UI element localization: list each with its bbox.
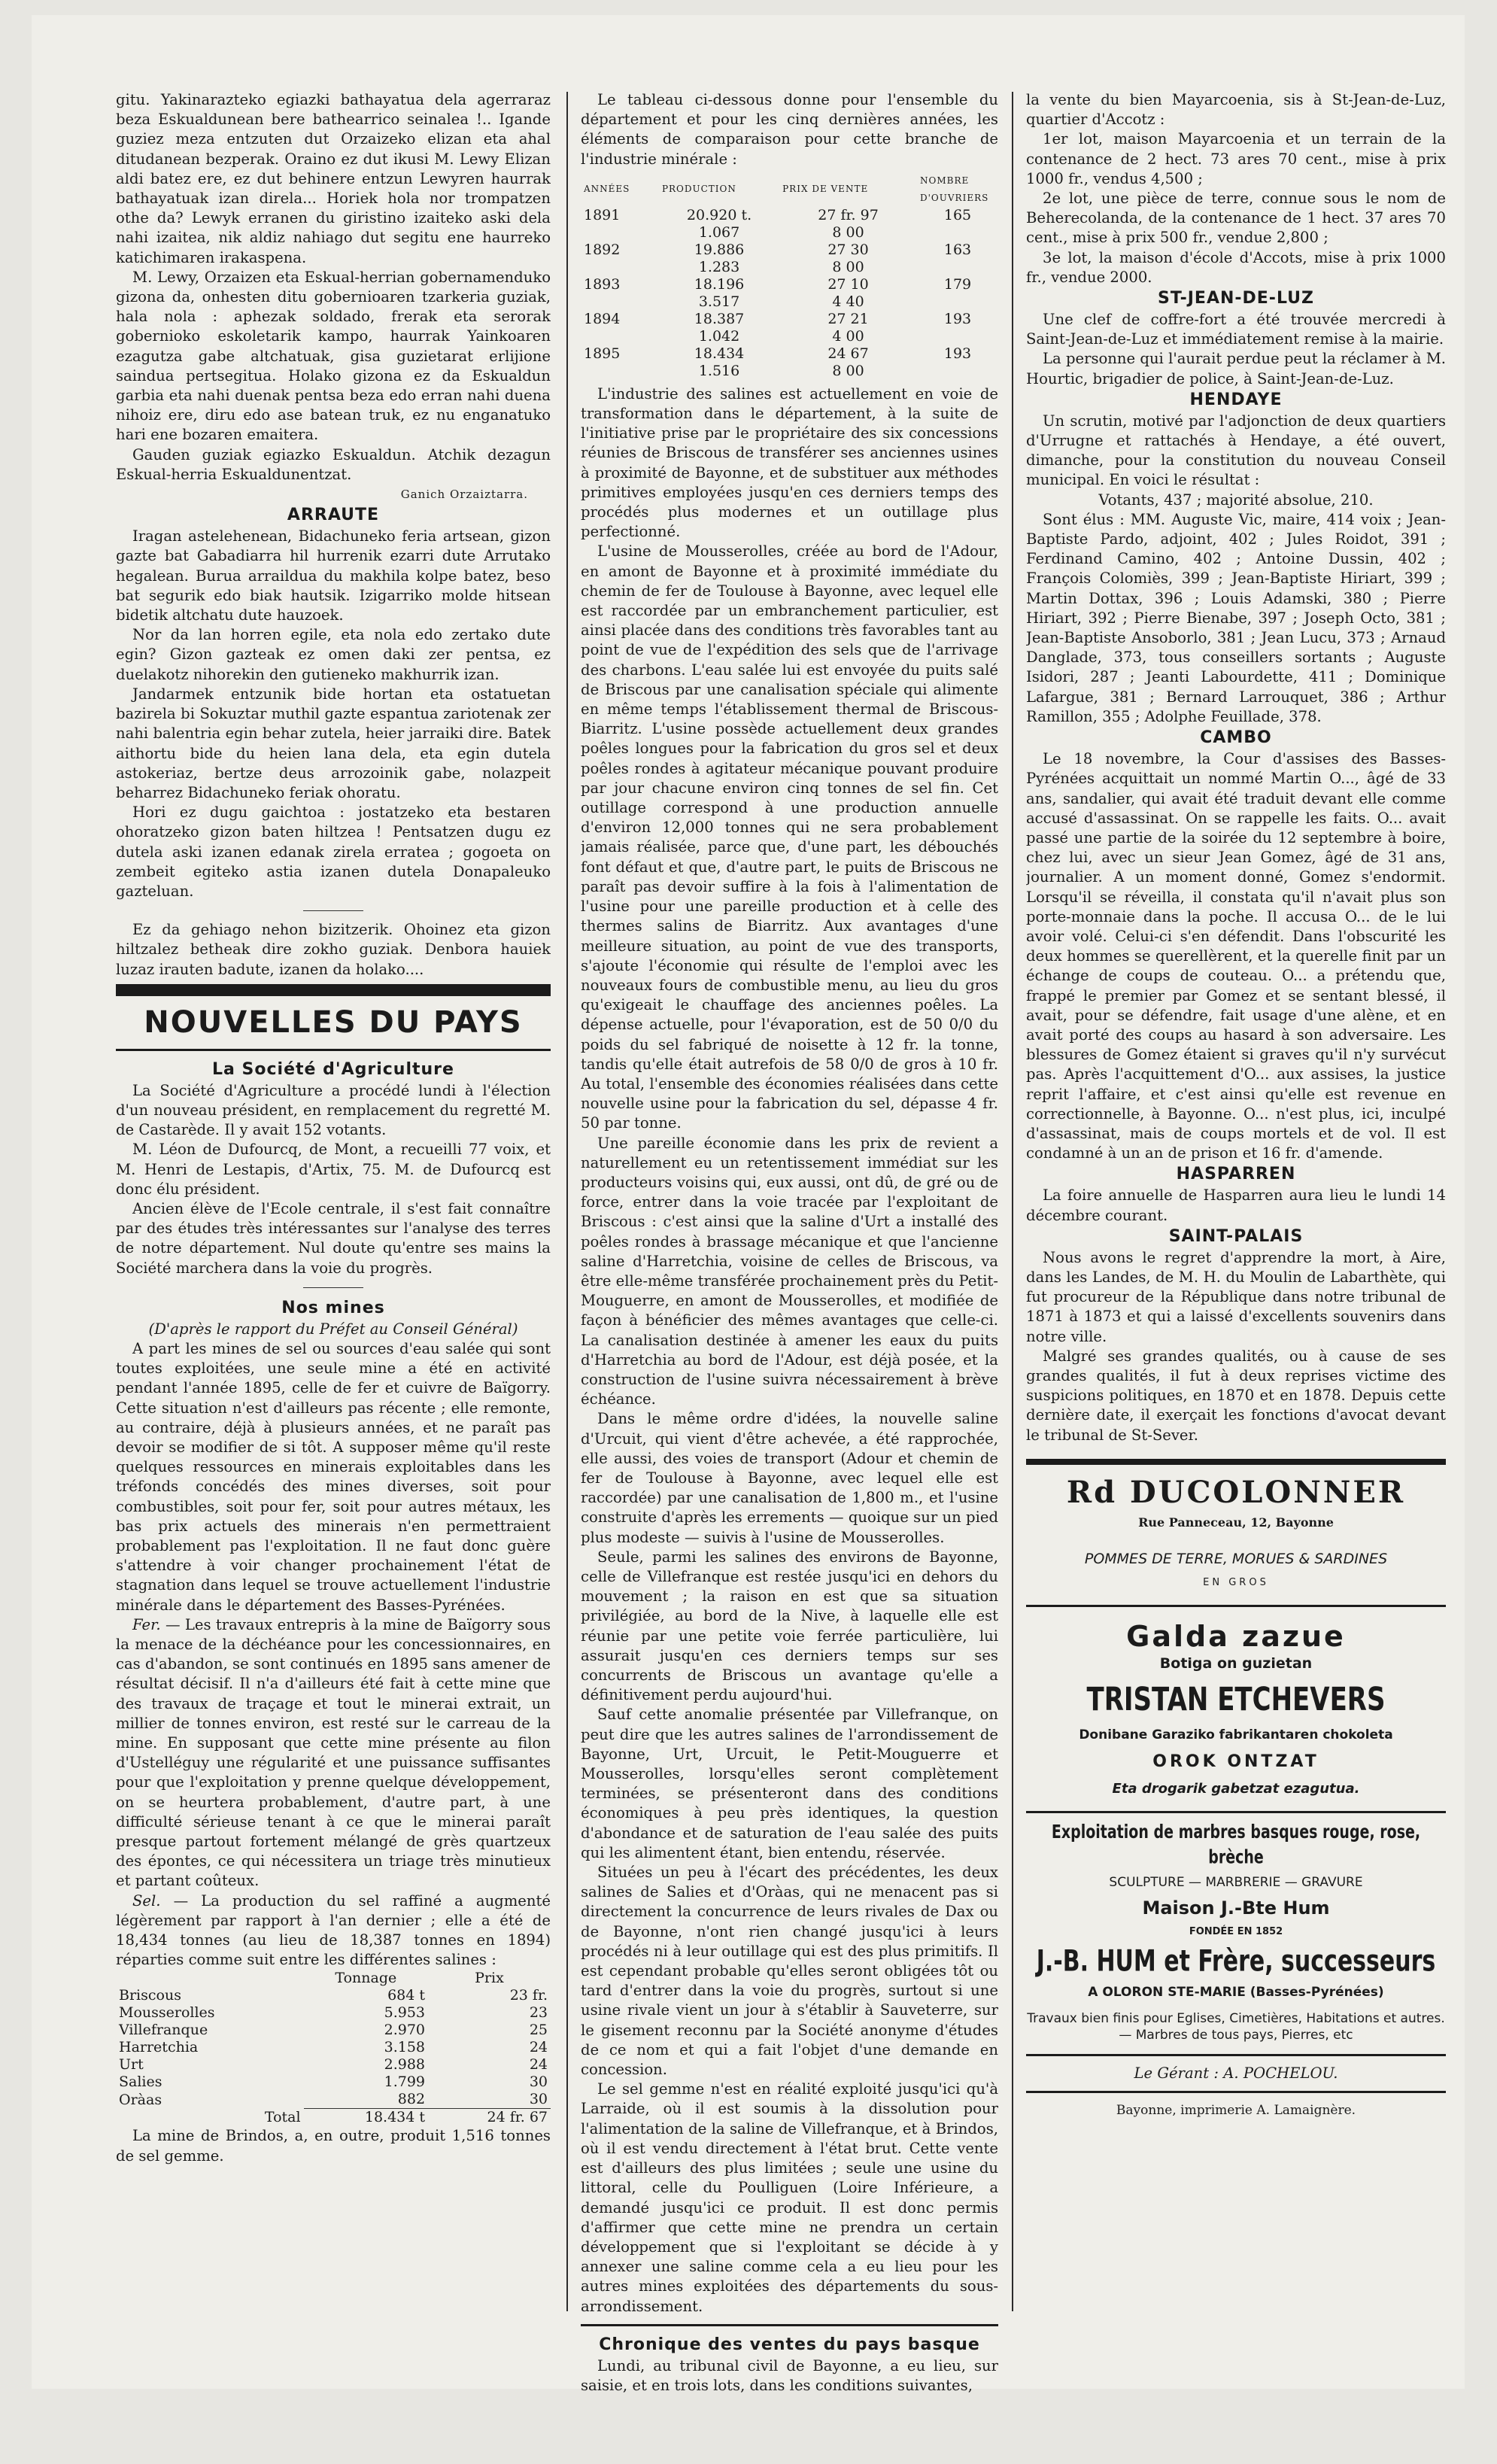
section-title-hendaye: HENDAYE (1189, 390, 1283, 409)
chronique-text: Lundi, au tribunal civil de Bayonne, a eu lieu, sur saisie, et en trois lots, dans les conditions suivantes, (581, 2356, 998, 2394)
col-header: PRODUCTION (661, 184, 736, 195)
col-header: PRIX DE VENTE (782, 184, 869, 195)
imprimerie: Bayonne, imprimerie A. Lamaignère. (1116, 2102, 1356, 2118)
cell: 5.953 (384, 2004, 426, 2022)
cell: Villefranque (119, 2022, 208, 2039)
cell: 25 (529, 2022, 548, 2039)
ad-name: TRISTAN ETCHEVERS (1086, 1680, 1386, 1718)
ad-founded: FONDÉE EN 1852 (1189, 1926, 1283, 1938)
ad-desc: Donibane Garaziko fabrikantaren chokoleta (1079, 1727, 1393, 1742)
cell: 1891 (584, 206, 621, 223)
cell: 8 00 (832, 223, 864, 241)
hasparren-text: La foire annuelle de Hasparren aura lieu le lundi 14 décembre courant. (1026, 1186, 1446, 1224)
table-row (581, 328, 998, 345)
column-middle (581, 90, 998, 2464)
cell: 24 fr. 67 (487, 2109, 548, 2126)
cell: 30 (529, 2074, 548, 2091)
label-sel: Sel. (132, 1891, 161, 1910)
cell: 24 (529, 2056, 548, 2074)
arraute-text: Iragan astelehenean, Bidachuneko feria artsean, gizon gazte bat Gabadiarra hil hurrenik ezarri dute Arrutako hegalean. Burua arraildua du makhila kolpe batez, beso bat segurik edo biak hautsik. Izigarriko molde hitsean bidetik altchatu dute hauzoek. (116, 527, 551, 624)
cell: 30 (428, 2091, 551, 2109)
newspaper-page (32, 15, 1465, 2394)
advert-marbres (1026, 1821, 1446, 2043)
table-row (581, 293, 998, 311)
cell: 3.158 (384, 2039, 426, 2056)
cell (917, 293, 998, 311)
table-total-row (116, 2109, 551, 2127)
cell: 1894 (584, 310, 621, 327)
cambo-text: Le 18 novembre, la Cour d'assises des Basses-Pyrénées acquittait un nommé Martin O..., âgé de 33 ans, sandalier, qui avait été traduit devant elle comme accusé d'assassinat. On se rappelle les faits. O... avait passé une partie de la soirée du 12 septembre à boire, chez lui, avec un sieur Jean Gomez, âgé de 31 ans, journalier. A un moment donné, Gomez s'endormit. Lorsqu'il se réveilla, il constata qu'il n'avait plus son porte-monnaie dans la poche. Il accusa O... de le lui avoir volé. Celui-ci s'en défendit. Dans l'obscurité les deux hommes se querellèrent, et la querelle finit par un échange de coups de couteau. O... a prétendu que, frappé le premier par Gomez et se sentant blessé, il avait, pour se défendre, fait usage d'une alène, et en avait porté des coups au hasard à son adversaire. Les blessures de Gomez étaient si graves qu'il n'y survécut pas. Après l'acquittement d'O... aux assises, la justice reprit l'affaire, et c'est ainsi qu'elle est revenue en correctionnelle, à Bayonne. O... n'est plus, ici, inculpé d'assassinat, mais de coups mortels et de vol. Il est condamné à un an de prison et 16 fr. d'amende. (1026, 750, 1446, 1162)
basque-letter-text: gitu. Yakinarazteko egiazki bathayatua dela agerraraz beza Eskualdunean bere bathearrico seinalea !.. Igande guziez meza entzuten dut Orzaizeko elizan eta ahal ditudanean bezperak. Oraino ez dut ikusi M. Lewy Elizan aldi batez ere, ez dut behinere entzun Lewyren haurrak bathayatuak izan direla... Horiek hola nor trompatzen othe da? Lewyk erranen du giristino izaiteko aski dela nahi izaitea, nik aldiz nahiago dut segitu ene haurreko katichimaren irakaspena. (116, 91, 551, 266)
heavy-rule (1026, 1459, 1446, 1465)
ad-successors: J.-B. HUM et Frère, successeurs (1036, 1944, 1436, 1979)
ad-name: Rd DUCOLONNER (1066, 1474, 1406, 1510)
vente-text: la vente du bien Mayarcoenia, sis à St-Jean-de-Luz, quartier d'Accotz : (1026, 91, 1446, 129)
ad-motto-2: Eta drogarik gabetzat ezagutua. (1112, 1781, 1360, 1797)
table-row (116, 2039, 551, 2056)
cell: 3.517 (698, 293, 740, 310)
column-right (1026, 90, 1446, 2464)
agriculture-text: M. Léon de Dufourcq, de Mont, a recueilli 77 voix, et M. Henri de Lestapis, d'Artix, 75. M. de Dufourcq est donc élu président. (116, 1141, 551, 1198)
cell (917, 328, 998, 345)
section-title-hasparren: HASPARREN (1176, 1165, 1296, 1184)
ad-trades: SCULPTURE — MARBRERIE — GRAVURE (1109, 1874, 1363, 1890)
cell: 1.799 (384, 2074, 426, 2091)
sjl-text: La personne qui l'aurait perdue peut la réclamer à M. Hourtic, brigadier de police, à Saint-Jean-de-Luz. (1026, 350, 1446, 387)
mines-fer (116, 1615, 551, 1891)
cell: 8 00 (832, 258, 864, 275)
cell: Urt (119, 2056, 144, 2074)
table-row (581, 345, 998, 363)
section-title-arraute: ARRAUTE (287, 506, 380, 525)
cell: Salies (119, 2074, 162, 2091)
cell: Briscous (119, 1987, 181, 2004)
mines-sel (116, 1891, 551, 1970)
ad-address: Rue Panneceau, 12, Bayonne (1138, 1515, 1334, 1530)
cell: 193 (943, 310, 972, 327)
cell: 18.434 t (364, 2109, 426, 2126)
cell: 1895 (584, 345, 621, 362)
section-title-sjl: ST-JEAN-DE-LUZ (1157, 289, 1314, 308)
salines-text: L'industrie des salines est actuellement en voie de transformation dans le département, à la suite de l'initiative prise par le propriétaire des six concessions réunies de Briscous de transférer ses anciennes usines à proximité de Bayonne, et de substituer aux méthodes primitives employées jusqu'en ces derniers temps des procédés plus modernes et un outillage plus perfectionné. (581, 384, 998, 541)
cell: 18.387 (694, 310, 745, 327)
arraute-text: Ez da gehiago nehon bizitzerik. Ohoinez eta gizon hiltzalez betheak dire zokho guziak. Denbora hauiek luzaz irauten badute, izanen da holako.... (116, 921, 551, 978)
hendaye-text: Sont élus : MM. Auguste Vic, maire, 414 voix ; Jean-Baptiste Pardo, adjoint, 402 ; Jules Roidot, 391 ; Ferdinand Camino, 402 ; Antoine Dussin, 402 ; François Colomiès, 399 ; Jean-Baptiste Hiriart, 399 ; Martin Dottax, 396 ; Louis Adamski, 380 ; Pierre Hiriart, 392 ; Pierre Bienabe, 397 ; Joseph Octo, 381 ; Jean-Baptiste Ansoborlo, 381 ; Jean Lucu, 373 ; Arnaud Danglade, 373, tous conseillers sortants ; Auguste Isidori, 287 ; Jeanti Labourdette, 411 ; Dominique Lafargue, 381 ; Bernard Larrouquet, 386 ; Arthur Ramillon, 355 ; Adolphe Feuillade, 378. (1026, 510, 1446, 725)
cell: 27 fr. 97 (818, 206, 879, 223)
rule (1026, 1605, 1446, 1607)
section-title-saint-palais: SAINT-PALAIS (1168, 1226, 1304, 1246)
cell (581, 259, 659, 276)
cell: 24 (529, 2039, 548, 2056)
cell: 1.067 (698, 223, 740, 241)
section-title-cambo: CAMBO (1200, 728, 1272, 748)
cell (581, 328, 659, 345)
cell: 8 00 (832, 362, 864, 379)
table-row (116, 2074, 551, 2091)
column-rule (1012, 92, 1013, 2311)
col-header: NOMBRE D'OUVRIERS (920, 175, 989, 203)
arraute-text: Nor da lan horren egile, eta nola edo zertako dute egin? Gizon gazteak ez omen daki zer pentsa, ez duelakotz nihorekin den gutieneko makhurrik izan. (116, 626, 551, 683)
ad-city: A OLORON STE-MARIE (Basses-Pyrénées) (1088, 1985, 1384, 2001)
cell: 163 (943, 241, 972, 258)
separator (303, 1287, 363, 1288)
table-row (581, 311, 998, 328)
table-row (581, 363, 998, 380)
table-row (116, 2004, 551, 2022)
table-row (116, 2022, 551, 2039)
cell (581, 363, 659, 380)
separator (303, 910, 363, 911)
ad-title: Galda zazue (1126, 1620, 1346, 1654)
ad-works: Travaux bien finis pour Eglises, Cimetières, Habitations et autres. — Marbres de tous pays, Pierres, etc (1027, 2010, 1445, 2043)
salines-text: Situées un peu à l'écart des précédentes, les deux salines de Salies et d'Oràas, qui ne menacent pas si directement la concurrence de leurs rivales de Dax ou de Bayonne, n'ont rien changé jusqu'ici à leurs procédés ni à leur outillage qui est des plus primitifs. Il est cependant probable qu'elles seront obligées tôt ou tard d'entrer dans la voie du progrès, surtout si une usine rivale vient un jour à s'établir à Sauveterre, sur le gisement reconnu par la Société anonyme d'études de ce nom et qui a fait l'objet d'une demande en concession. (581, 1864, 998, 2079)
table-row (116, 2091, 551, 2109)
cell: 2.970 (384, 2022, 426, 2039)
advert-ducolonner (1026, 1472, 1446, 1594)
cell: 27 30 (827, 241, 869, 258)
cell: 4 00 (832, 327, 864, 345)
cell: 1.283 (698, 258, 740, 275)
agriculture-text: La Société d'Agriculture a procédé lundi à l'élection d'un nouveau président, en remplacement du regretté M. de Castarède. Il y avait 152 votants. (116, 1081, 551, 1139)
gerant: Le Gérant : A. POCHELOU. (1134, 2064, 1338, 2082)
cell: 23 fr. (509, 1987, 548, 2004)
salines-table (581, 172, 998, 380)
article-title-agriculture: La Société d'Agriculture (212, 1059, 454, 1079)
ad-sub: Botiga on guzietan (1159, 1655, 1313, 1673)
cell: Oràas (119, 2091, 162, 2108)
hendaye-text: Votants, 437 ; majorité absolue, 210. (1098, 491, 1374, 509)
cell: 20.920 t. (686, 206, 752, 223)
table-row (581, 242, 998, 259)
col-header: ANNÉES (584, 184, 630, 195)
cell (581, 224, 659, 242)
cell: 4 40 (832, 293, 864, 310)
salines-text: Une pareille économie dans les prix de revient a naturellement eu un retentissement immédiat sur les producteurs voisins qui, eux aussi, ont dû, de gré ou de force, entrer dans la voie tracée par l'exploitant de Briscous : c'est ainsi que la saline d'Urt a installé des poêles rondes à brassage mécanique et que l'ancienne saline d'Harretchia, voisine de celles de Briscous, va être elle-même transférée prochainement près du Petit-Mouguerre, en amont de Mousserolles, et modifiée de façon à bénéficier des mêmes avantages que celle-ci. La canalisation destinée à amener les eaux du puits d'Harretchia au bord de l'Adour, est déjà posée, et la construction de l'usine suivra nécessairement à brève échéance. (581, 1134, 998, 1408)
mines-text: A part les mines de sel ou sources d'eau salée qui sont toutes exploitées, une seule mine a été en activité pendant l'année 1895, celle de fer et cuivre de Baïgorry. Cette situation n'est d'ailleurs pas récente ; elle remonte, au contraire, déjà à plusieurs années, et ne paraît pas devoir se modifier de si tôt. A supposer même qu'il reste quelques ressources en minerais exploitables dans les tréfonds concédés des mines diverses, soit pour combustibles, soit pour fer, soit pour autres métaux, les bas prix actuels des minerais n'en permettraient probablement pas l'exploitation. Il ne faut donc guère s'attendre à voir changer prochainement l'état de stagnation dans lequel se trouve actuellement l'industrie minérale dans le département des Basses-Pyrénées. (116, 1339, 551, 1614)
col-header: Tonnage (335, 1970, 397, 1987)
salines-text: L'usine de Mousserolles, créée au bord de l'Adour, en amont de Bayonne et à proximité immédiate du chemin de fer de Toulouse à Bayonne, avec lequel elle est raccordée par un embranchement particulier, est ainsi placée dans des conditions très favorables tant au point de vue de l'expédition des sels que de l'arrivage des charbons. L'eau salée lui est envoyée du puits salé de Briscous par une canalisation spéciale qui alimente en même temps l'établissement thermal de Briscous-Biarritz. L'usine possède actuellement deux grandes poêles longues pour la fabrication du gros sel et deux poêles rondes à agitateur mécanique pouvant produire par jour chacune environ cinq tonnes de sel fin. Cet outillage correspond à une production annuelle d'environ 12,000 tonnes qui ne sera probablement jamais réalisée, parce que, d'une part, les débouchés font défaut et que, d'autre part, le puits de Briscous ne paraît pas devoir suffire à la fois à l'alimentation de l'usine pour une pareille production et à celle des thermes salins de Biarritz. Aux avantages d'une meilleure situation, au point de vue des transports, s'ajoute l'économie qui résulte de l'emploi avec les nouveaux fours de combustible menu, au lieu du gros qu'exigeait le chauffage des anciennes poêles. La dépense actuelle, pour l'évaporation, est de 50 0/0 du poids du sel fabriqué de noisette à 12 fr. la tonne, tandis qu'elle était autrefois de 58 0/0 de gros à 10 fr. Au total, l'ensemble des économies réalisées dans cette nouvelle usine pour la fabrication du sel, dépasse 4 fr. 50 par tonne. (581, 542, 998, 1132)
article-title-mines: Nos mines (281, 1298, 385, 1317)
table-row (581, 276, 998, 293)
table-row (116, 2056, 551, 2074)
rule (1026, 2091, 1446, 2093)
lot-text: 3e lot, la maison d'école d'Accots, mise à prix 1000 fr., vendue 2000. (1026, 248, 1446, 286)
cell: Harretchia (119, 2039, 199, 2056)
table-intro: Le tableau ci-dessous donne pour l'ensemble du département et pour les cinq dernières années, les éléments de comparaison pour cette branche de l'industrie minérale : (581, 91, 998, 168)
cell (581, 293, 659, 311)
advert-chocolate (1026, 1619, 1446, 1799)
cell (917, 259, 998, 276)
cell: 165 (943, 206, 972, 223)
cell: 23 (529, 2004, 548, 2022)
cell: 18.434 (694, 345, 745, 362)
col-header: Prix (475, 1970, 504, 1987)
ad-house: Maison J.-Bte Hum (1142, 1897, 1330, 1919)
hendaye-text: Un scrutin, motivé par l'adjonction de deux quartiers d'Urrugne et rattachés à Hendaye, a été ouvert, dimanche, pour la constitution du nouveau Conseil municipal. En voici le résultat : (1026, 412, 1446, 489)
table-row (581, 207, 998, 224)
rule (1026, 1811, 1446, 1813)
basque-letter-text: Gauden guziak egiazko Eskualdun. Atchik dezagun Eskual-herria Eskualdunentzat. (116, 445, 551, 483)
cell: 882 (304, 2091, 428, 2109)
agriculture-text: Ancien élève de l'Ecole centrale, il s'est fait connaître par des études très intéressantes sur l'analyse des terres de notre département. Nul doute qu'entre ses mains la Société marchera dans la voie du progrès. (116, 1199, 551, 1277)
salines-text: Le sel gemme n'est en réalité exploité jusqu'ici qu'à Larraide, où il est soumis à la dissolution pour l'alimentation de la saline de Villefranque, et à Brindos, où il est vendu directement à l'état brut. Cette vente est d'ailleurs des plus limitées ; seule une usine du littoral, celle du Poulliguen (Loire Inférieure, a demandé jusqu'ici ce produit. Il est donc permis d'affirmer que cette mine ne prendra un certain développement que si l'exploitant se décide à y annexer une saline comme cela a eu lieu pour les autres mines exploitées des départements du sous-arrondissement. (581, 2080, 998, 2315)
salines-text: Sauf cette anomalie présentée par Villefranque, on peut dire que les autres salines de l'arrondissement de Bayonne, Urt, Urcuit, le Petit-Mouguerre et Mousserolles, lorsqu'elles seront complètement terminées, se présenteront dans des conditions économiques à peu près identiques, la question d'abondance et de saturation de l'eau salée des puits qui les alimentent étant, bien entendu, réservée. (581, 1706, 998, 1861)
basque-letter-text: M. Lewy, Orzaizen eta Eskual-herrian gobernamenduko gizona da, onhesten ditu gobernioaren tzarkeria guziak, hala nola : aphezak soldado, frerak eta serorak gobernioko eskoletarik kampo, haurrak Yainkoaren ezagutza gabe altchatuak, gisa guzietarat erlijione saindua pertsegitua. Holako gizona ez da Eskualdun garbia eta nahi duenak pentsa beza edo erran nahi duena nihoiz ere, diru edo ase batean truk, ez nu enganatuko hari ene bozaren emaitera. (116, 268, 551, 444)
cell: Mousserolles (119, 2004, 215, 2022)
rule (581, 2324, 998, 2326)
saint-palais-text: Nous avons le regret d'apprendre la mort, à Aire, dans les Landes, de M. H. du Moulin de Labarthète, qui fut procureur de la République dans notre tribunal de 1871 à 1873 et qui a laissé d'excellents souvenirs dans notre ville. (1026, 1248, 1446, 1345)
cell: 19.886 (694, 241, 745, 258)
lot-text: 1er lot, maison Mayarcoenia et un terrain de la contenance de 2 hect. 73 ares 70 cent., mise à prix 1000 fr., vendus 4,500 ; (1026, 130, 1446, 187)
rule (116, 1049, 551, 1051)
cell: 27 21 (827, 310, 869, 327)
article-subtitle: (D'après le rapport du Préfet au Conseil Général) (148, 1320, 518, 1338)
ad-title: Exploitation de marbres basques rouge, rose, brèche (1051, 1821, 1421, 1869)
salt-table (116, 1970, 551, 2126)
lot-text: 2e lot, une pièce de terre, connue sous le nom de Beherecolanda, de la contenance de 1 hect. 37 ares 70 cent., mise à prix 500 fr., vendue 2,800 ; (1026, 190, 1446, 247)
ad-goods: POMMES DE TERRE, MORUES & SARDINES (1084, 1551, 1388, 1567)
table-row (116, 1987, 551, 2004)
sjl-text: Une clef de coffre-fort a été trouvée mercredi à Saint-Jean-de-Luz et immédiatement remise à la mairie. (1026, 311, 1446, 348)
cell: 179 (943, 275, 972, 293)
cell: 24 67 (827, 345, 869, 362)
label-fer: Fer. (132, 1615, 161, 1633)
article-title-chronique: Chronique des ventes du pays basque (599, 2335, 980, 2354)
cell (917, 363, 998, 380)
salines-text: Seule, parmi les salines des environs de Bayonne, celle de Villefranque est restée jusqu'ici en dehors du mouvement ; la raison en est que sa situation privilégiée, au bord de la Nive, à laquelle elle est réunie par une petite voie ferrée particulière, lui assurait jusqu'en ces derniers temps sur ses concurrents de Briscous un avantage qu'elle a définitivement perdu aujourd'hui. (581, 1548, 998, 1704)
cell: 1.042 (698, 327, 740, 345)
ad-gros: EN GROS (1203, 1577, 1269, 1589)
cell: 684 t (387, 1987, 426, 2004)
brindos-text: La mine de Brindos, a, en outre, produit 1,516 tonnes de sel gemme. (116, 2127, 551, 2165)
mines-sel-text: — La production du sel raffiné a augmenté légèrement par rapport à l'an dernier ; elle a été de 18,434 tonnes (au lieu de 18,387 tonnes en 1894) réparties comme suit entre les différentes salines : (116, 1891, 551, 1969)
cell: 27 10 (827, 275, 869, 293)
cell (917, 224, 998, 242)
cell: Total (264, 2109, 301, 2126)
cell: 18.196 (694, 275, 745, 293)
heavy-rule (116, 984, 551, 996)
column-left (116, 90, 551, 2464)
ad-motto: OROK ONTZAT (1152, 1752, 1319, 1771)
cell: 193 (943, 345, 972, 362)
signature: Ganich Orzaiztarra. (400, 488, 528, 502)
table-row (581, 259, 998, 276)
arraute-text: Hori ez dugu gaichtoa : jostatzeko eta bestaren ohoratzeko gizon baten hiltzea ! Pentsatzen dugu ez dutela aski izanen edanak zirela erratea ; gogoeta on zembeit egiteko astia izanen dutela Donapaleuko gazteluan. (116, 804, 551, 900)
cell: 1892 (584, 241, 621, 258)
cell: 1.516 (698, 362, 740, 379)
saint-palais-text: Malgré ses grandes qualités, ou à cause de ses grandes qualités, il fut à deux reprises victime des suspicions politiques, en 1870 et en 1878. Depuis cette dernière date, il exerçait les fonctions d'avocat devant le tribunal de St-Sever. (1026, 1347, 1446, 1444)
cell: 2.988 (384, 2056, 426, 2074)
table-row (581, 224, 998, 242)
mines-fer-text: — Les travaux entrepris à la mine de Baïgorry sous la menace de la déchéance pour les concessionnaires, en cas d'abandon, se sont continués en 1895 sans amener de résultat décisif. Il n'a d'ailleurs été fait à cette mine que des travaux de traçage et tout le minerai extrait, un millier de tonnes environ, est resté sur le carreau de la mine. En supposant que cette mine présente au filon d'Ustelléguy une régularité et une puissance suffisantes pour que l'exploitation y prenne quelque développement, on se heurtera probablement, d'autre part, à une difficulté sérieuse tenant à ce que le minerai paraît presque partout fortement mélangé de grès quartzeux des épontes, ce qui nécessitera un triage très minutieux et partant coûteux. (116, 1615, 551, 1890)
cell: 1893 (584, 275, 621, 293)
column-rule (566, 92, 568, 2311)
salines-text: Dans le même ordre d'idées, la nouvelle saline d'Urcuit, qui vient d'être achevée, a été rapprochée, elle aussi, des voies de transport (Adour et chemin de fer de Toulouse à Bayonne, avec lequel elle est raccordée) par une canalisation de 1,800 m., et l'usine construite d'après les errements — quoique sur un pied plus modeste — suivis à l'usine de Mousserolles. (581, 1410, 998, 1546)
rule (1026, 2054, 1446, 2056)
section-title-nouvelles: NOUVELLES DU PAYS (144, 1004, 523, 1040)
arraute-text: Jandarmek entzunik bide hortan eta ostatuetan bazirela bi Sokuztar muthil gazte espantua zariotenak zer nahi balentria egin behar zutela, heier jarraiki dire. Batek aithortu bide du heien lana dela, eta egin dutela astokeriaz, bertze deus arrozoinik gabe, nolazpeit beharrez Bidachuneko feriak ohoratu. (116, 685, 551, 801)
